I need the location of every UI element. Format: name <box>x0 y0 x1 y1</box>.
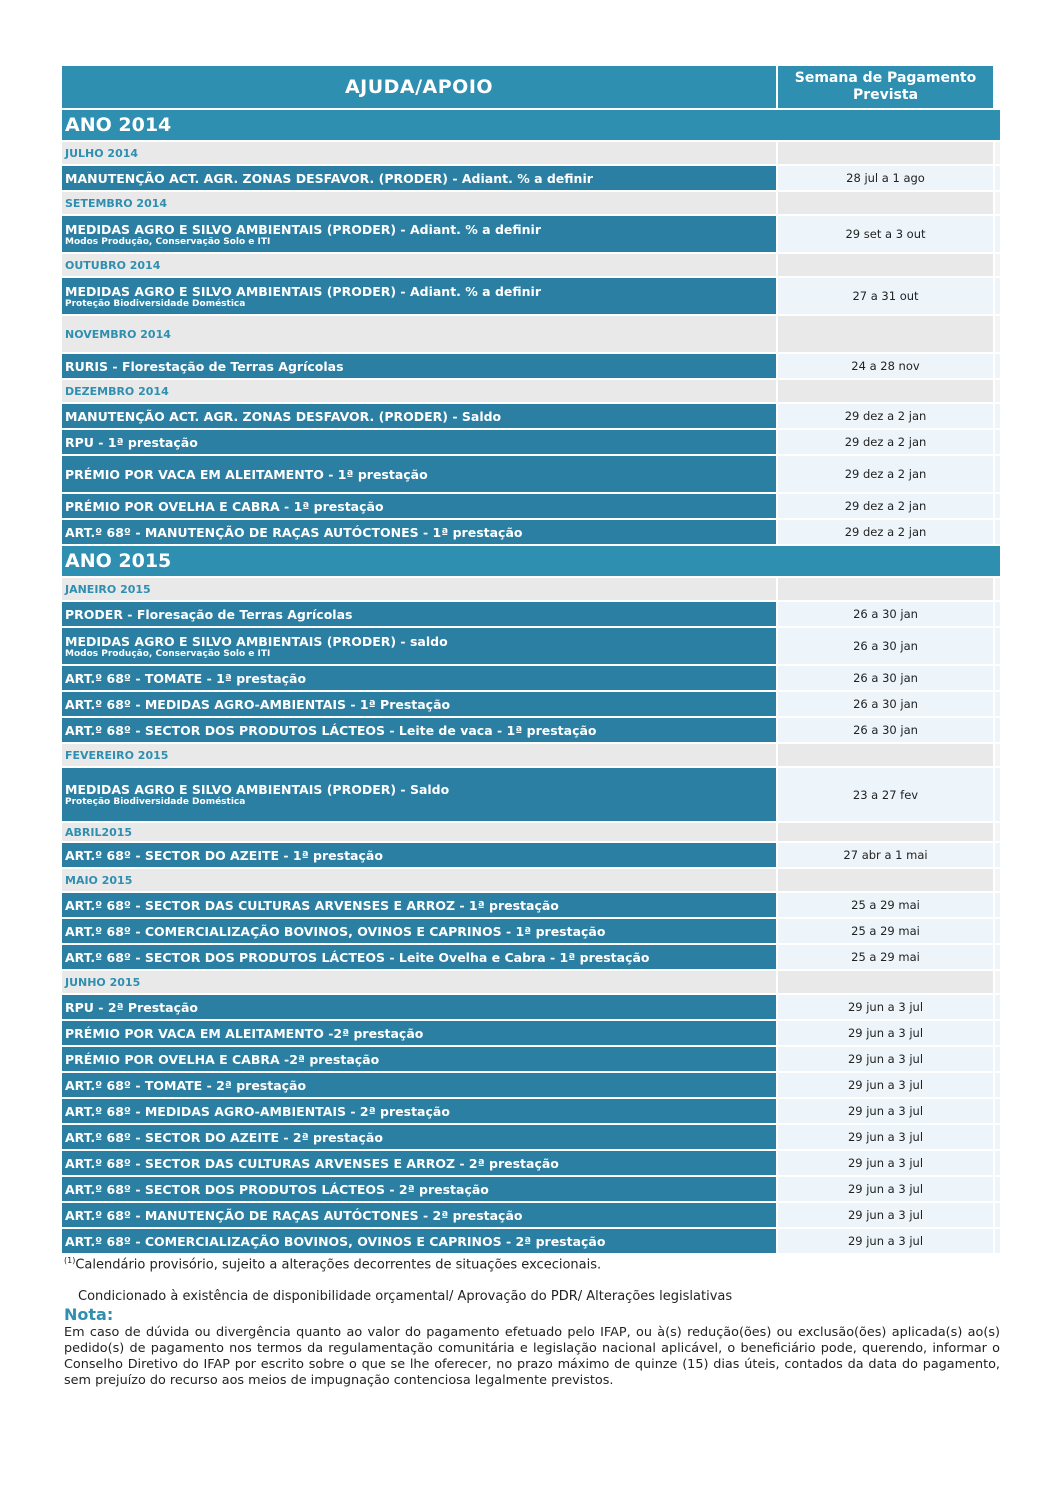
table-row <box>62 919 1000 943</box>
table-row <box>62 1073 1000 1097</box>
payment-week: 23 a 27 fev <box>778 768 993 821</box>
aid-label: MANUTENÇÃO ACT. AGR. ZONAS DESFAVOR. (PRODER) - Saldo <box>65 408 502 424</box>
aid-label: MANUTENÇÃO ACT. AGR. ZONAS DESFAVOR. (PRODER) - Adiant. % a definir <box>65 170 593 186</box>
month-row <box>62 744 1000 766</box>
row-edge-cell <box>995 602 1000 626</box>
aid-cell <box>62 1099 776 1123</box>
table-row <box>62 893 1000 917</box>
table-row <box>62 628 1000 664</box>
payment-week: 26 a 30 jan <box>778 718 993 742</box>
nota-title: Nota: <box>64 1305 114 1324</box>
aid-cell <box>62 216 776 252</box>
payment-week: 29 jun a 3 jul <box>778 1021 993 1045</box>
aid-label: ART.º 68º - SECTOR DO AZEITE - 1ª prestação <box>65 847 383 863</box>
payment-week: 26 a 30 jan <box>778 628 993 664</box>
month-label: ABRIL2015 <box>62 823 776 841</box>
payment-week: 27 a 31 out <box>778 278 993 314</box>
aid-cell <box>62 404 776 428</box>
payment-week: 26 a 30 jan <box>778 666 993 690</box>
table-row <box>62 1203 1000 1227</box>
month-edge-cell <box>995 316 1000 352</box>
aid-label: PRÉMIO POR OVELHA E CABRA - 1ª prestação <box>65 498 384 514</box>
month-edge-cell <box>995 578 1000 600</box>
table-row <box>62 768 1000 821</box>
aid-cell <box>62 430 776 454</box>
table-row <box>62 995 1000 1019</box>
row-edge-cell <box>995 718 1000 742</box>
payment-week: 29 dez a 2 jan <box>778 456 993 492</box>
payment-week: 29 dez a 2 jan <box>778 404 993 428</box>
aid-cell <box>62 843 776 867</box>
table-row <box>62 945 1000 969</box>
aid-cell <box>62 456 776 492</box>
month-row <box>62 823 1000 841</box>
row-edge-cell <box>995 1177 1000 1201</box>
payment-week: 29 jun a 3 jul <box>778 1047 993 1071</box>
table-row <box>62 494 1000 518</box>
month-row <box>62 869 1000 891</box>
payment-week: 29 dez a 2 jan <box>778 494 993 518</box>
payment-calendar-table <box>62 66 1000 1253</box>
month-edge-cell <box>995 254 1000 276</box>
payment-week: 29 jun a 3 jul <box>778 1177 993 1201</box>
payment-week: 29 jun a 3 jul <box>778 1073 993 1097</box>
aid-cell <box>62 692 776 716</box>
aid-cell <box>62 1229 776 1253</box>
month-week-cell <box>778 192 993 214</box>
month-label: OUTUBRO 2014 <box>62 254 776 276</box>
aid-cell <box>62 1151 776 1175</box>
month-edge-cell <box>995 869 1000 891</box>
aid-label: ART.º 68º - SECTOR DOS PRODUTOS LÁCTEOS - 2ª prestação <box>65 1181 489 1197</box>
month-week-cell <box>778 380 993 402</box>
row-edge-cell <box>995 354 1000 378</box>
month-label: DEZEMBRO 2014 <box>62 380 776 402</box>
aid-cell <box>62 166 776 190</box>
row-edge-cell <box>995 166 1000 190</box>
payment-week: 24 a 28 nov <box>778 354 993 378</box>
payment-week: 26 a 30 jan <box>778 602 993 626</box>
footnote <box>64 1256 601 1272</box>
month-edge-cell <box>995 823 1000 841</box>
payment-week: 25 a 29 mai <box>778 893 993 917</box>
payment-week: 29 jun a 3 jul <box>778 1099 993 1123</box>
month-week-cell <box>778 744 993 766</box>
aid-cell <box>62 520 776 544</box>
aid-label: ART.º 68º - MANUTENÇÃO DE RAÇAS AUTÓCTONES - 2ª prestação <box>65 1207 523 1223</box>
payment-week: 29 jun a 3 jul <box>778 995 993 1019</box>
year-header: ANO 2015 <box>62 546 1000 576</box>
aid-cell <box>62 494 776 518</box>
table-row <box>62 278 1000 314</box>
aid-label: ART.º 68º - TOMATE - 2ª prestação <box>65 1077 307 1093</box>
aid-cell <box>62 628 776 664</box>
table-row <box>62 1125 1000 1149</box>
table-row <box>62 1229 1000 1253</box>
month-row <box>62 192 1000 214</box>
payment-week: 26 a 30 jan <box>778 692 993 716</box>
aid-label: ART.º 68º - MEDIDAS AGRO-AMBIENTAIS - 2ª prestação <box>65 1103 450 1119</box>
month-edge-cell <box>995 142 1000 164</box>
aid-cell <box>62 1177 776 1201</box>
month-label: JULHO 2014 <box>62 142 776 164</box>
row-edge-cell <box>995 216 1000 252</box>
row-edge-cell <box>995 919 1000 943</box>
month-label: JUNHO 2015 <box>62 971 776 993</box>
row-edge-cell <box>995 692 1000 716</box>
table-row <box>62 718 1000 742</box>
aid-label: PRÉMIO POR VACA EM ALEITAMENTO -2ª prestação <box>65 1025 424 1041</box>
aid-sublabel: Modos Produção, Conservação Solo e ITI <box>65 648 271 659</box>
row-edge-cell <box>995 1203 1000 1227</box>
aid-label: ART.º 68º - SECTOR DOS PRODUTOS LÁCTEOS - Leite de vaca - 1ª prestação <box>65 722 597 738</box>
row-edge-cell <box>995 1021 1000 1045</box>
footnote-text: Calendário provisório, sujeito a alterações decorrentes de situações excecionais. <box>75 1257 602 1273</box>
month-edge-cell <box>995 971 1000 993</box>
aid-cell <box>62 718 776 742</box>
row-edge-cell <box>995 1073 1000 1097</box>
month-label: FEVEREIRO 2015 <box>62 744 776 766</box>
aid-cell <box>62 1073 776 1097</box>
aid-label: PRÉMIO POR VACA EM ALEITAMENTO - 1ª prestação <box>65 466 428 482</box>
aid-label: PRÉMIO POR OVELHA E CABRA -2ª prestação <box>65 1051 380 1067</box>
month-label: NOVEMBRO 2014 <box>62 316 776 352</box>
payment-week: 25 a 29 mai <box>778 919 993 943</box>
aid-cell <box>62 768 776 821</box>
table-row <box>62 216 1000 252</box>
row-edge-cell <box>995 494 1000 518</box>
month-week-cell <box>778 254 993 276</box>
aid-label: MEDIDAS AGRO E SILVO AMBIENTAIS (PRODER) - Adiant. % a definir <box>65 221 541 237</box>
payment-week: 29 dez a 2 jan <box>778 520 993 544</box>
row-edge-cell <box>995 1047 1000 1071</box>
aid-label: MEDIDAS AGRO E SILVO AMBIENTAIS (PRODER) - saldo <box>65 633 448 649</box>
aid-label: ART.º 68º - COMERCIALIZAÇÃO BOVINOS, OVINOS E CAPRINOS - 1ª prestação <box>65 923 606 939</box>
row-edge-cell <box>995 278 1000 314</box>
row-edge-cell <box>995 430 1000 454</box>
aid-sublabel: Modos Produção, Conservação Solo e ITI <box>65 236 271 247</box>
aid-cell <box>62 278 776 314</box>
table-row <box>62 354 1000 378</box>
aid-label: ART.º 68º - SECTOR DO AZEITE - 2ª prestação <box>65 1129 383 1145</box>
table-row <box>62 843 1000 867</box>
month-week-cell <box>778 316 993 352</box>
aid-label: RURIS - Florestação de Terras Agrícolas <box>65 358 344 374</box>
row-edge-cell <box>995 843 1000 867</box>
aid-cell <box>62 1203 776 1227</box>
payment-week: 29 jun a 3 jul <box>778 1125 993 1149</box>
footnote-marker: (1) <box>64 1256 76 1265</box>
year-header: ANO 2014 <box>62 110 1000 140</box>
table-row <box>62 1151 1000 1175</box>
aid-cell <box>62 1125 776 1149</box>
month-week-cell <box>778 578 993 600</box>
payment-week: 27 abr a 1 mai <box>778 843 993 867</box>
month-row <box>62 971 1000 993</box>
payment-week: 29 jun a 3 jul <box>778 1151 993 1175</box>
aid-cell <box>62 995 776 1019</box>
aid-label: RPU - 2ª Prestação <box>65 999 199 1015</box>
table-row <box>62 1099 1000 1123</box>
month-label: MAIO 2015 <box>62 869 776 891</box>
row-edge-cell <box>995 1125 1000 1149</box>
aid-sublabel: Proteção Biodiversidade Doméstica <box>65 298 246 309</box>
payment-week: 29 jun a 3 jul <box>778 1203 993 1227</box>
aid-label: ART.º 68º - SECTOR DAS CULTURAS ARVENSES E ARROZ - 2ª prestação <box>65 1155 559 1171</box>
month-week-cell <box>778 869 993 891</box>
table-row <box>62 520 1000 544</box>
table-row <box>62 666 1000 690</box>
aid-cell <box>62 354 776 378</box>
month-row <box>62 578 1000 600</box>
payment-week: 25 a 29 mai <box>778 945 993 969</box>
payment-week: 28 jul a 1 ago <box>778 166 993 190</box>
aid-label: ART.º 68º - TOMATE - 1ª prestação <box>65 670 307 686</box>
payment-week: 29 dez a 2 jan <box>778 430 993 454</box>
row-edge-cell <box>995 404 1000 428</box>
aid-label: ART.º 68º - COMERCIALIZAÇÃO BOVINOS, OVINOS E CAPRINOS - 2ª prestação <box>65 1233 606 1249</box>
table-header <box>62 66 1000 108</box>
aid-sublabel: Proteção Biodiversidade Doméstica <box>65 797 246 807</box>
month-week-cell <box>778 142 993 164</box>
month-edge-cell <box>995 380 1000 402</box>
month-row <box>62 380 1000 402</box>
aid-cell <box>62 1021 776 1045</box>
row-edge-cell <box>995 1229 1000 1253</box>
table-body <box>62 110 1000 1253</box>
header-week: Semana de Pagamento Prevista <box>778 66 993 108</box>
row-edge-cell <box>995 995 1000 1019</box>
aid-cell <box>62 602 776 626</box>
aid-label: MEDIDAS AGRO E SILVO AMBIENTAIS (PRODER) - Adiant. % a definir <box>65 283 541 299</box>
table-row <box>62 404 1000 428</box>
month-week-cell <box>778 971 993 993</box>
row-edge-cell <box>995 945 1000 969</box>
aid-cell <box>62 1047 776 1071</box>
month-week-cell <box>778 823 993 841</box>
aid-label: MEDIDAS AGRO E SILVO AMBIENTAIS (PRODER) - Saldo <box>65 782 450 797</box>
month-edge-cell <box>995 744 1000 766</box>
row-edge-cell <box>995 768 1000 821</box>
aid-cell <box>62 945 776 969</box>
aid-label: ART.º 68º - MANUTENÇÃO DE RAÇAS AUTÓCTONES - 1ª prestação <box>65 524 523 540</box>
month-label: SETEMBRO 2014 <box>62 192 776 214</box>
table-row <box>62 430 1000 454</box>
row-edge-cell <box>995 456 1000 492</box>
table-row <box>62 602 1000 626</box>
row-edge-cell <box>995 628 1000 664</box>
table-row <box>62 1177 1000 1201</box>
condition-note: Condicionado à existência de disponibilidade orçamental/ Aprovação do PDR/ Alterações legislativas <box>78 1289 733 1304</box>
aid-label: RPU - 1ª prestação <box>65 434 198 450</box>
header-aid: AJUDA/APOIO <box>62 66 776 108</box>
aid-label: ART.º 68º - MEDIDAS AGRO-AMBIENTAIS - 1ª Prestação <box>65 696 451 712</box>
aid-cell <box>62 919 776 943</box>
payment-week: 29 jun a 3 jul <box>778 1229 993 1253</box>
row-edge-cell <box>995 1151 1000 1175</box>
month-row <box>62 142 1000 164</box>
row-edge-cell <box>995 520 1000 544</box>
aid-label: ART.º 68º - SECTOR DAS CULTURAS ARVENSES E ARROZ - 1ª prestação <box>65 897 559 913</box>
nota-text: Em caso de dúvida ou divergência quanto ao valor do pagamento efetuado pelo IFAP, ou à(s) redução(ões) ou exclusão(ões) aplicada(s) ao(s) pedido(s) de pagamento nos termos da regulamentação comunitária e legislação nacional aplicável, o beneficiário pode, querendo, informar o Conselho Diretivo do IFAP por escrito sobre o que se lhe oferecer, no prazo máximo de quinze (15) dias úteis, contados da data do pagamento, sem prejuízo do recurso aos meios de impugnação contenciosa legalmente previstos. <box>64 1325 1000 1388</box>
month-row <box>62 254 1000 276</box>
table-row <box>62 1047 1000 1071</box>
row-edge-cell <box>995 893 1000 917</box>
month-edge-cell <box>995 192 1000 214</box>
aid-cell <box>62 893 776 917</box>
month-label: JANEIRO 2015 <box>62 578 776 600</box>
table-row <box>62 456 1000 492</box>
table-row <box>62 1021 1000 1045</box>
aid-label: ART.º 68º - SECTOR DOS PRODUTOS LÁCTEOS - Leite Ovelha e Cabra - 1ª prestação <box>65 949 650 965</box>
row-edge-cell <box>995 1099 1000 1123</box>
payment-week: 29 set a 3 out <box>778 216 993 252</box>
aid-label: PRODER - Floresação de Terras Agrícolas <box>65 606 353 622</box>
table-row <box>62 692 1000 716</box>
row-edge-cell <box>995 666 1000 690</box>
month-row <box>62 316 1000 352</box>
aid-cell <box>62 666 776 690</box>
table-row <box>62 166 1000 190</box>
